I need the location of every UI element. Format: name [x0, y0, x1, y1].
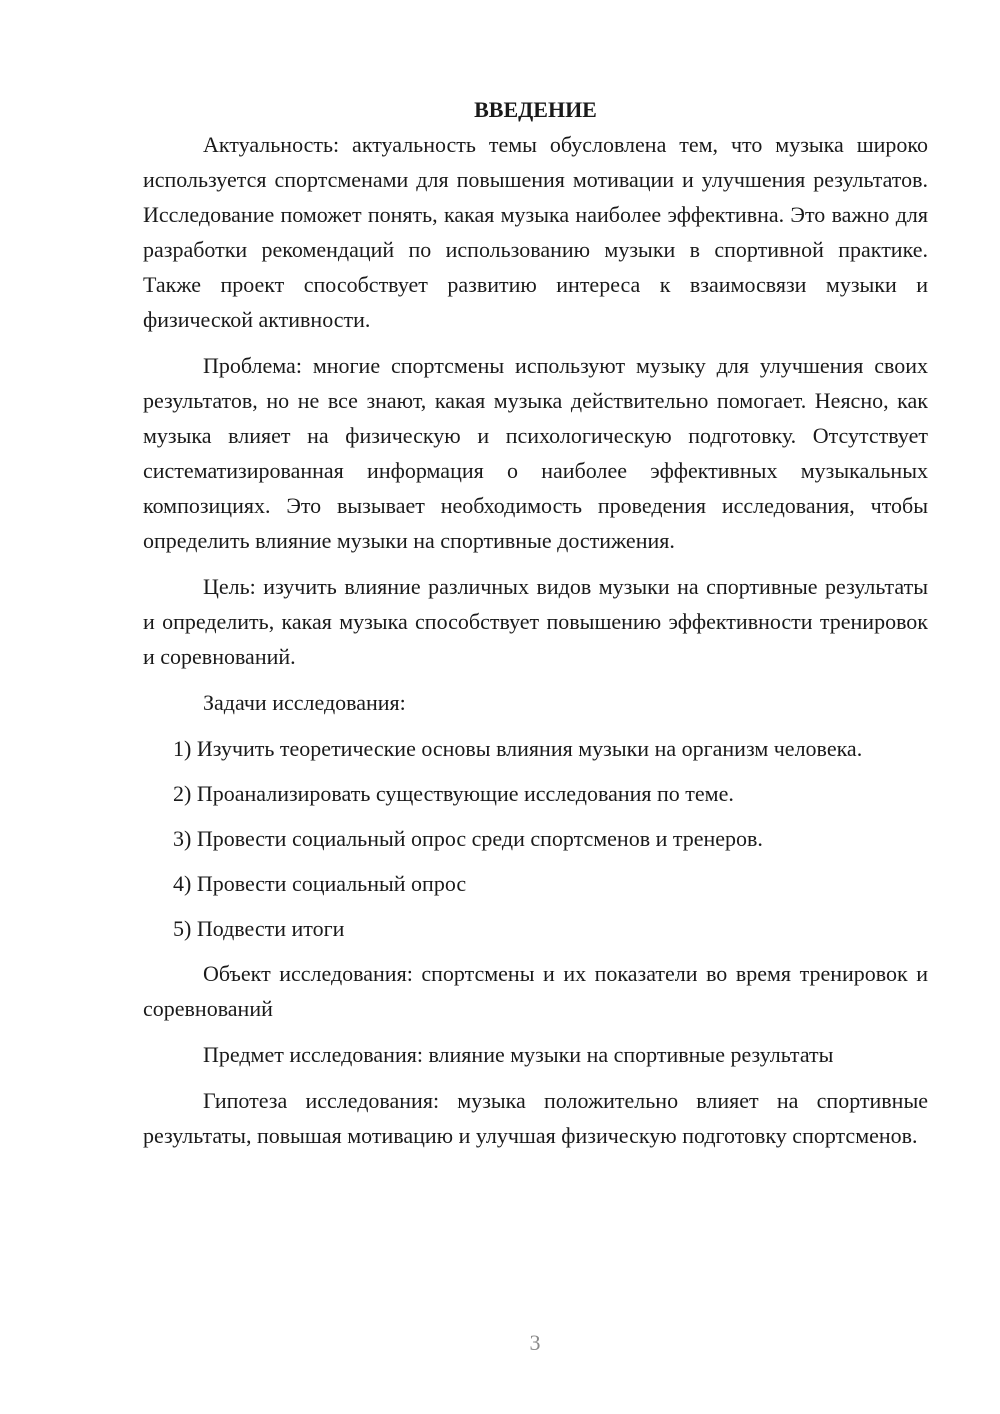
list-item: 4) Провести социальный опрос	[173, 871, 467, 896]
tasks-heading: Задачи исследования:	[203, 690, 406, 715]
document-page	[143, 92, 928, 1164]
paragraph-object: Объект исследования: спортсмены и их показатели во время тренировок и соревнований	[143, 961, 928, 1021]
list-item: 1) Изучить теоретические основы влияния музыки на организм человека.	[173, 736, 863, 761]
paragraph-relevance: Актуальность: актуальность темы обусловлена тем, что музыка широко используется спортсменами для повышения мотивации и улучшения результатов. Исследование поможет понять, какая музыка наиболее эффективна. Это важно для разработки рекомендаций по использованию музыки в спортивной практике. Также проект способствует развитию интереса к взаимосвязи музыки и физической активности.	[143, 132, 928, 332]
page-number: 3	[529, 1330, 541, 1355]
list-item: 2) Проанализировать существующие исследования по теме.	[173, 781, 734, 806]
page-title: ВВЕДЕНИЕ	[474, 97, 597, 122]
list-item: 5) Подвести итоги	[173, 916, 345, 941]
paragraph-goal: Цель: изучить влияние различных видов музыки на спортивные результаты и определить, какая музыка способствует повышению эффективности тренировок и соревнований.	[143, 574, 928, 669]
paragraph-hypothesis: Гипотеза исследования: музыка положительно влияет на спортивные результаты, повышая мотивацию и улучшая физическую подготовку спортсменов.	[143, 1088, 928, 1148]
list-item: 3) Провести социальный опрос среди спортсменов и тренеров.	[173, 826, 763, 851]
paragraph-problem: Проблема: многие спортсмены используют музыку для улучшения своих результатов, но не все знают, какая музыка действительно помогает. Неясно, как музыка влияет на физическую и психологическую подготовку. Отсутствует систематизированная информация о наиболее эффективных музыкальных композициях. Это вызывает необходимость проведения исследования, чтобы определить влияние музыки на спортивные достижения.	[143, 353, 928, 553]
paragraph-subject: Предмет исследования: влияние музыки на спортивные результаты	[203, 1042, 834, 1067]
